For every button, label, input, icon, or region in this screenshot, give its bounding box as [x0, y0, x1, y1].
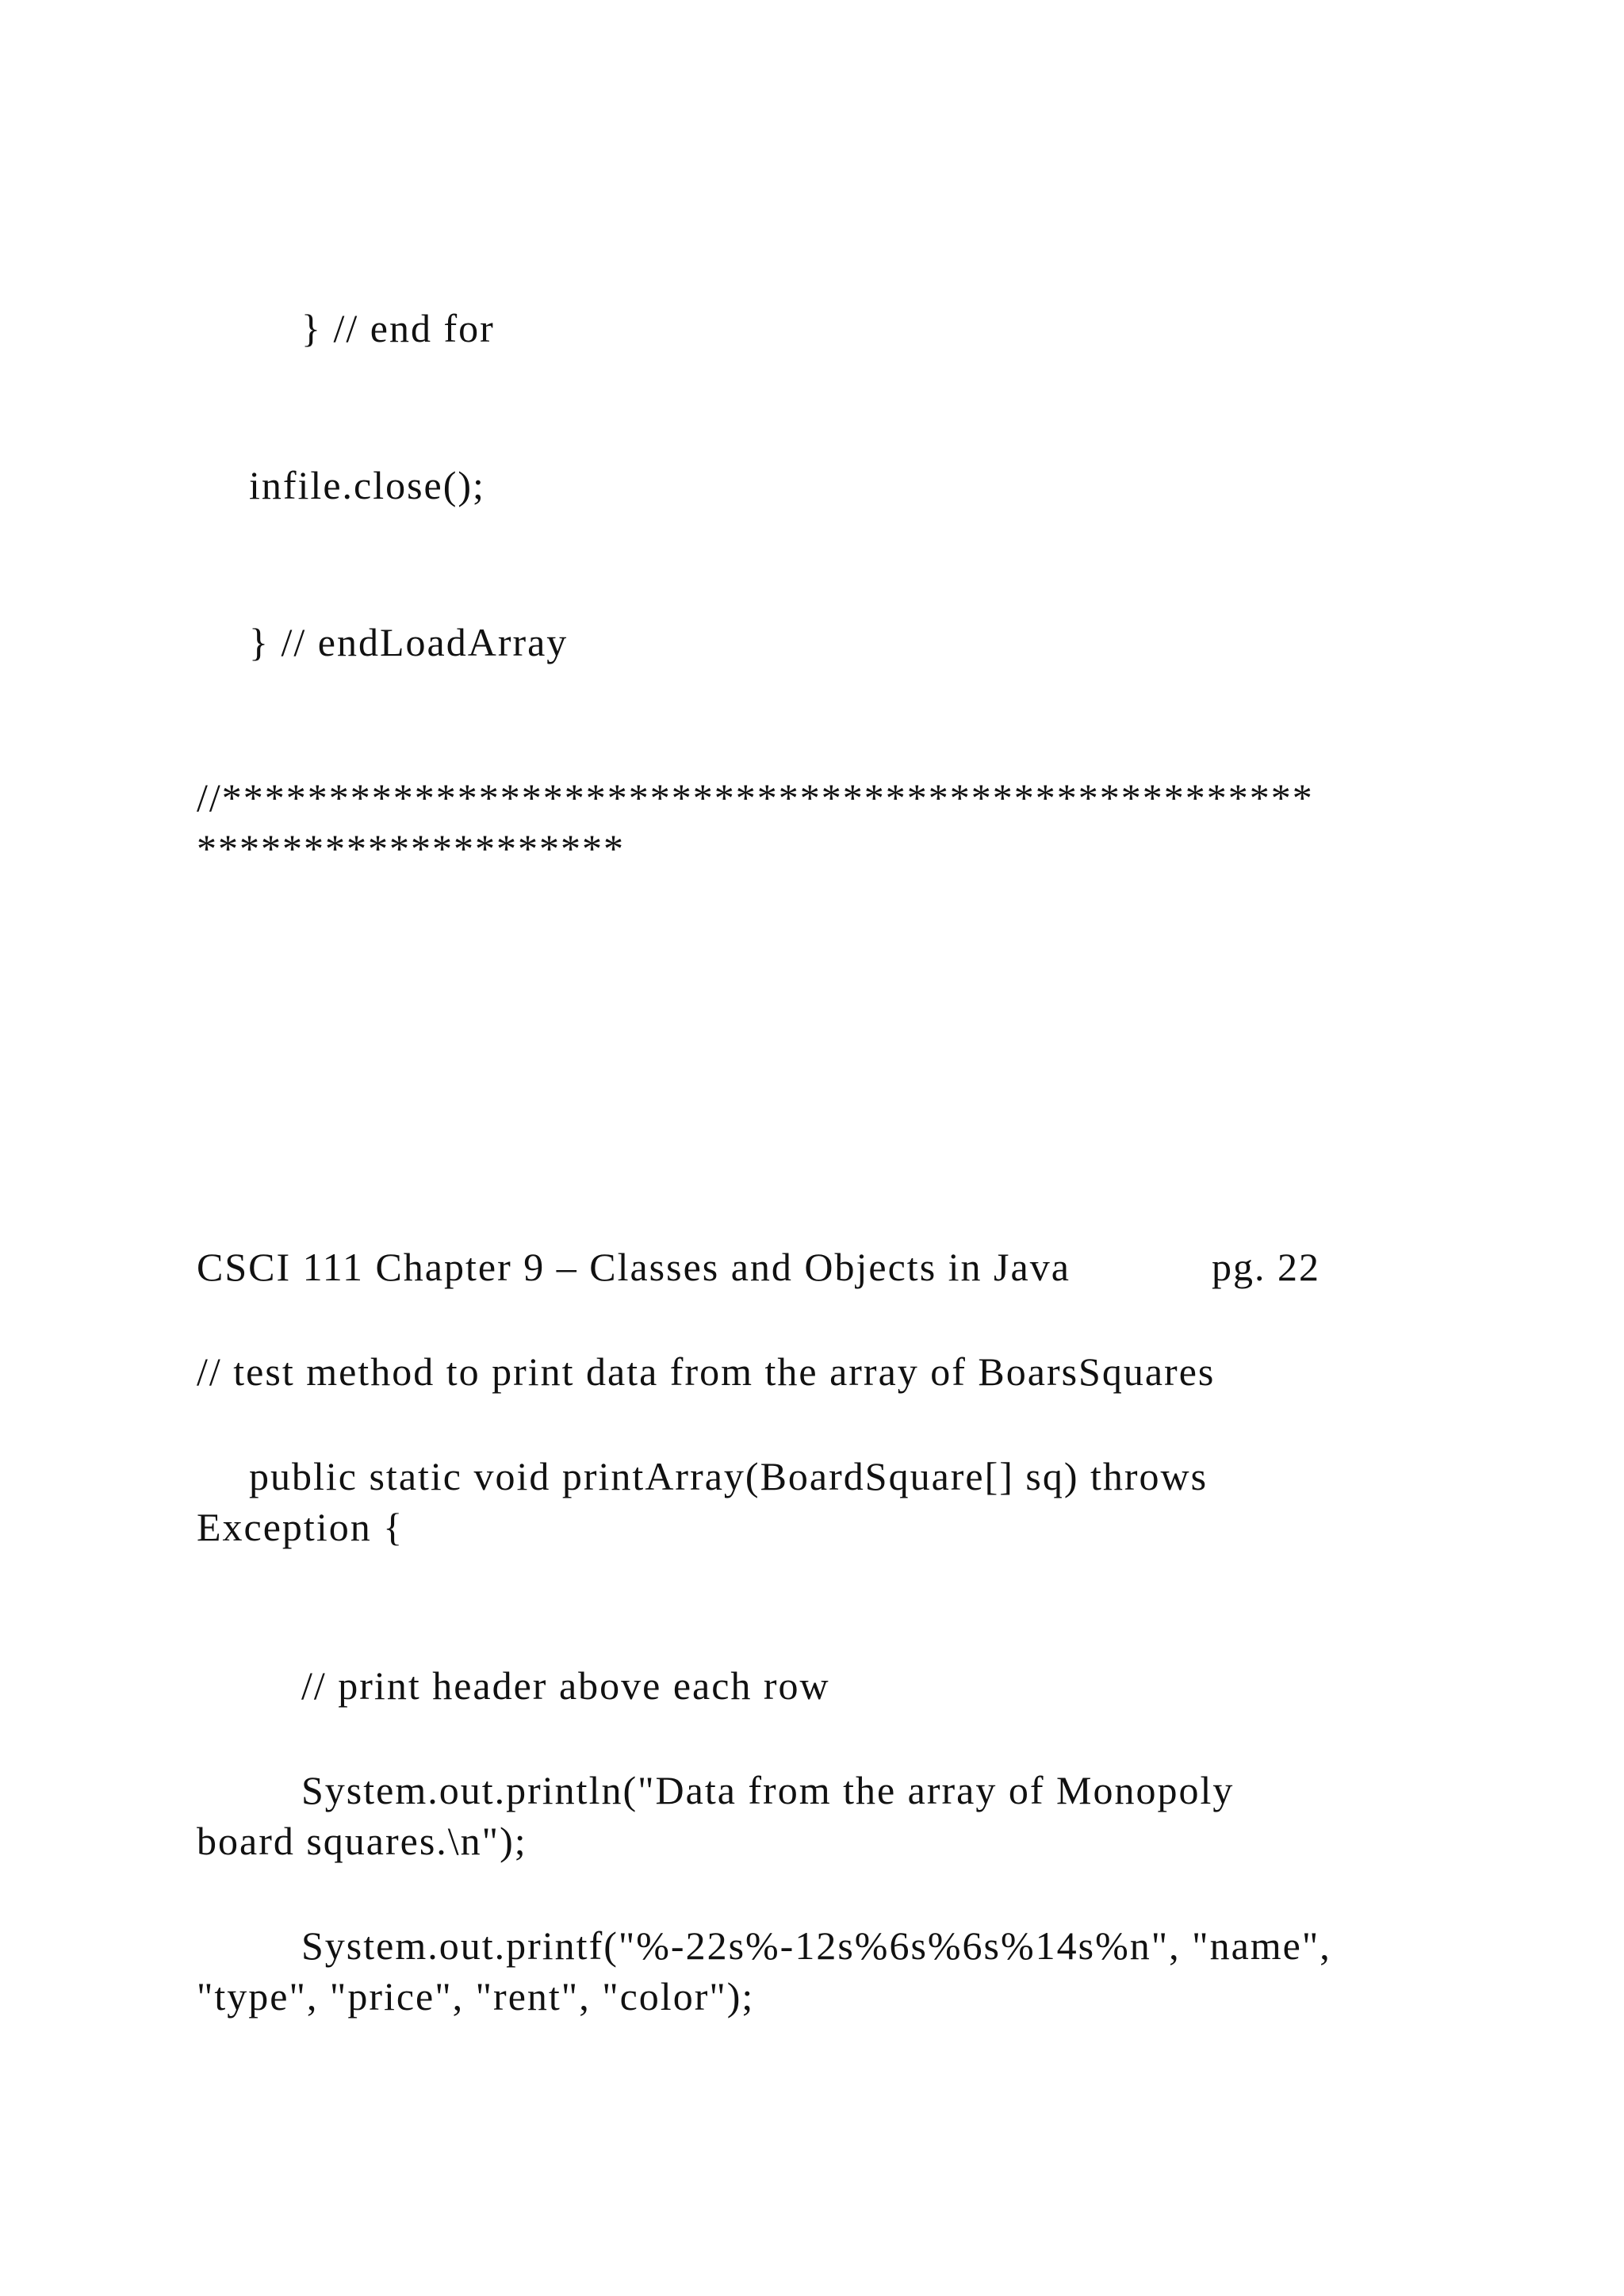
code-line-infile-close: infile.close();	[249, 463, 485, 507]
page-number: pg. 22	[1212, 1245, 1320, 1289]
code-comment-test-method: // test method to print data from the array of BoarsSquares	[197, 1349, 1216, 1394]
code-method-signature-2: Exception {	[197, 1505, 404, 1549]
page-header-title: CSCI 111 Chapter 9 – Classes and Objects in Java	[197, 1245, 1071, 1289]
code-printf-line-2: "type", "price", "rent", "color");	[197, 1974, 755, 2019]
code-method-signature-1: public static void printArray(BoardSquare[] sq) throws	[249, 1454, 1208, 1498]
code-comment-print-header: // print header above each row	[301, 1663, 830, 1708]
code-line-end-load-array: } // endLoadArray	[249, 620, 569, 664]
code-printf-line-1: System.out.printf("%-22s%-12s%6s%6s%14s%n", "name",	[301, 1923, 1331, 1968]
code-line-end-for: } // end for	[301, 306, 495, 350]
code-println-line-1: System.out.println("Data from the array of Monopoly	[301, 1768, 1235, 1812]
divider-line-2: ********************	[197, 826, 625, 871]
code-println-line-2: board squares.\n");	[197, 1819, 527, 1863]
divider-line-1: //***************************************************	[197, 775, 1314, 820]
